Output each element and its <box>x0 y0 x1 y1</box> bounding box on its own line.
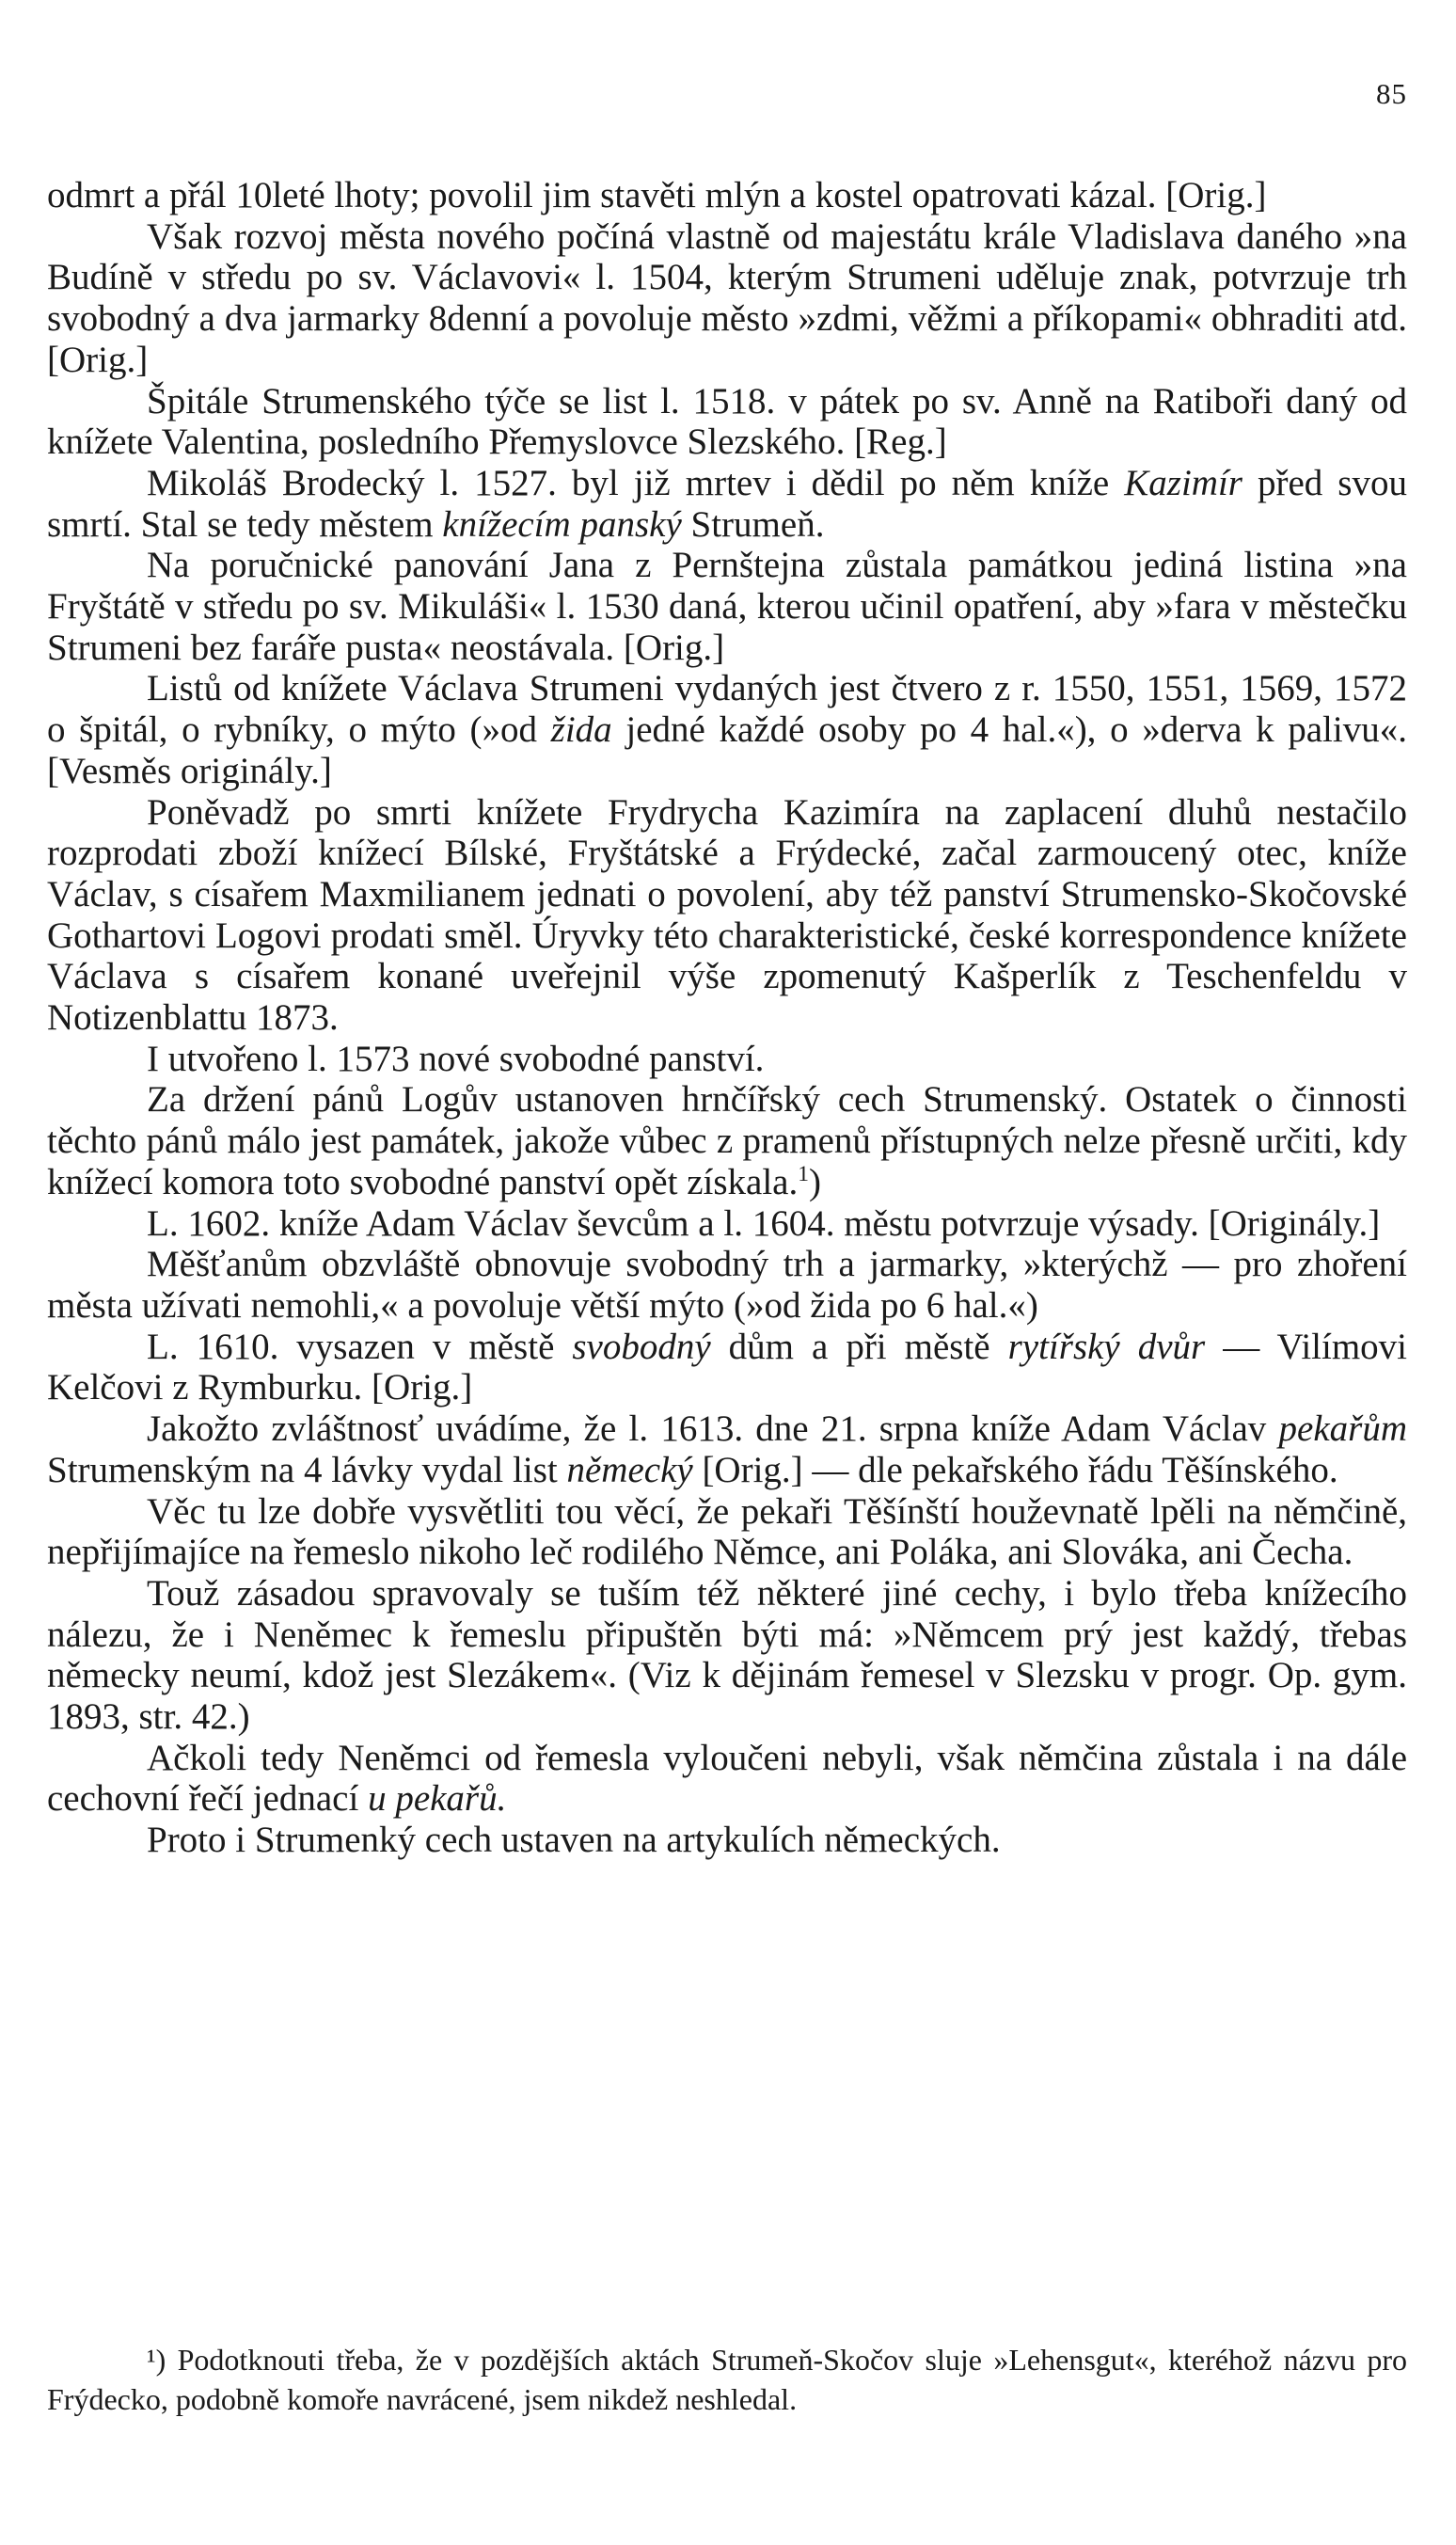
text-run: před svou smrtí. Stal se tedy městem <box>47 462 1407 545</box>
text-run: — Vilímovi Kelčovi z Rymburku. [Orig.] <box>47 1326 1408 1408</box>
text-run: Však rozvoj města nového počíná vlastně od majestátu krále Vladislava daného »na Budíně v středu po sv. Václavovi« l. 1504, kterým Strumeni uděluje znak, potvrzuje trh svobodný a dva jarmarky 8denní a povoluje město »zdmi, věžmi a příkopami« obhraditi atd. [Orig.] <box>47 215 1407 380</box>
text-run: I utvořeno l. 1573 nové svobodné panství. <box>147 1038 765 1079</box>
text-run: [Orig.] — dle pekařského řádu Těšínského. <box>692 1449 1338 1490</box>
paragraph <box>47 1820 1407 1861</box>
paragraph <box>47 1573 1407 1738</box>
paragraph <box>47 1327 1407 1408</box>
paragraph <box>47 792 1407 1039</box>
paragraph <box>47 175 1407 216</box>
italic-text: svobodný <box>572 1326 711 1367</box>
main-text <box>47 175 1407 1861</box>
italic-text: knížecím panský <box>442 503 682 545</box>
paragraph <box>47 1738 1407 1820</box>
paragraph <box>47 1203 1407 1245</box>
italic-text: Kazimír <box>1124 462 1242 503</box>
text-run: jedné každé osoby po 4 hal.«), o »derva k palivu«. [Vesměs originály.] <box>47 709 1407 791</box>
text-run: Špitále Strumenského týče se list l. 1518. v pátek po sv. Anně na Ratiboři daný od knížete Valentina, posledního Přemyslovce Slezského. [Reg.] <box>47 380 1407 463</box>
italic-text: u pekařů. <box>368 1778 507 1820</box>
text-run: L. 1602. kníže Adam Václav ševcům a l. 1604. městu potvrzuje výsady. [Originály.] <box>147 1202 1381 1244</box>
text-run: L. 1610. vysazen v městě <box>147 1326 573 1367</box>
text-run: «, kteréhož názvu pro Frýdecko, podobně komoře navrácené, jsem nikdež neshledal. <box>47 2343 1408 2416</box>
text-run: ) <box>808 1161 821 1202</box>
text-run: Poněvadž po smrti knížete Frydrycha Kazimíra na zaplacení dluhů nestačilo rozprodati zboží knížecí Bílské, Fryštátské a Frýdecké, začal zarmoucený otec, kníže Václav, s císařem Maxmilianem jednati o povolení, aby též panství Strumensko-Skočovské Gothartovi Logovi prodati směl. Úryvky této charakteristické, české korrespondence knížete Václava s císařem konané uveřejnil výše zpomenutý Kašperlík z Teschenfeldu v Notizenblattu 1873. <box>47 791 1407 1039</box>
paragraph <box>47 668 1407 791</box>
text-run: Touž zásadou spravovaly se tuším též některé jiné cechy, i bylo třeba knížecího nálezu, že i Neněmec k řemeslu připuštěn býti má: »Němcem prý jest každý, třebas německy neumí, kdož jest Slezákem«. (Viz k dějinám řemesel v Slezsku v progr. Op. gym. 1893, str. 42.) <box>47 1572 1407 1738</box>
italic-text: pekařům <box>1278 1408 1407 1450</box>
paragraph <box>47 463 1407 545</box>
text-run: Podotknouti třeba, že v pozdějších aktách Strumeň-Skočov sluje » <box>166 2343 1009 2377</box>
text-run: Za držení pánů Logův ustanoven hrnčířský cech Strumenský. Ostatek o činnosti těchto pánů málo jest památek, jakože vůbec z pramenů přístupných nelze přesně určiti, kdy knížecí komora toto svobodné panství opět získala. <box>47 1079 1407 1202</box>
italic-text: rytířský dvůr <box>1007 1326 1206 1367</box>
italic-text: německý <box>566 1449 693 1490</box>
text-run: Proto i Strumenký cech ustaven na artykulích německých. <box>147 1820 1001 1861</box>
text-run: Na poručnické panování Jana z Pernštejna zůstala památkou jediná listina »na Fryštátě v středu po sv. Mikuláši« l. 1530 daná, kterou učinil opatření, aby »fara v městečku Strumeni bez faráře pusta« neostávala. [Orig.] <box>47 545 1407 668</box>
text-run: Listů od knížete Václava Strumeni vydaných jest čtvero z r. 1550, 1551, 1569, 1572 o špitál, o rybníky, o mýto (»od <box>47 668 1407 751</box>
text-run: Jakožto zvláštnosť uvádíme, že l. 1613. dne 21. srpna kníže Adam Václav <box>147 1408 1279 1450</box>
text-run: Strumenským na 4 lávky vydal list <box>47 1449 567 1490</box>
footnote-paragraph <box>47 2340 1407 2419</box>
footnote <box>47 2340 1407 2419</box>
text-run: odmrt a přál 10leté lhoty; povolil jim stavěti mlýn a kostel opatrovati kázal. [Orig.] <box>47 175 1267 215</box>
paragraph <box>47 216 1407 381</box>
text-run: Měšťanům obzvláště obnovuje svobodný trh a jarmarky, »kterýchž — pro zhoření města užívati nemohli,« a povoluje větší mýto (»od žida po 6 hal.«) <box>47 1244 1407 1326</box>
paragraph <box>47 1039 1407 1080</box>
text-run: Strumeň. <box>681 503 825 545</box>
footnote-number: ¹) <box>147 2343 166 2377</box>
paragraph <box>47 545 1407 668</box>
italic-text: žida <box>550 709 612 751</box>
paragraph <box>47 1491 1407 1573</box>
paragraph <box>47 1244 1407 1326</box>
paragraph <box>47 1408 1407 1490</box>
page-number: 85 <box>1376 77 1407 110</box>
paragraph <box>47 1079 1407 1202</box>
text-run: dům a při městě <box>710 1326 1008 1367</box>
paragraph <box>47 381 1407 463</box>
text-run: Ačkoli tedy Neněmci od řemesla vyloučeni nebyli, však němčina zůstala i na dále cechovní řečí jednací <box>47 1737 1407 1820</box>
italic-text: Lehensgut <box>1008 2343 1134 2377</box>
footnote-marker: 1 <box>798 1161 809 1186</box>
text-run: Věc tu lze dobře vysvětliti tou věcí, že pekaři Těšínští houževnatě lpěli na němčině, nepřijímajíce na řemeslo nikoho leč rodilého Němce, ani Poláka, ani Slováka, ani Čecha. <box>47 1490 1407 1573</box>
text-run: Mikoláš Brodecký l. 1527. byl již mrtev i dědil po něm kníže <box>147 462 1125 503</box>
